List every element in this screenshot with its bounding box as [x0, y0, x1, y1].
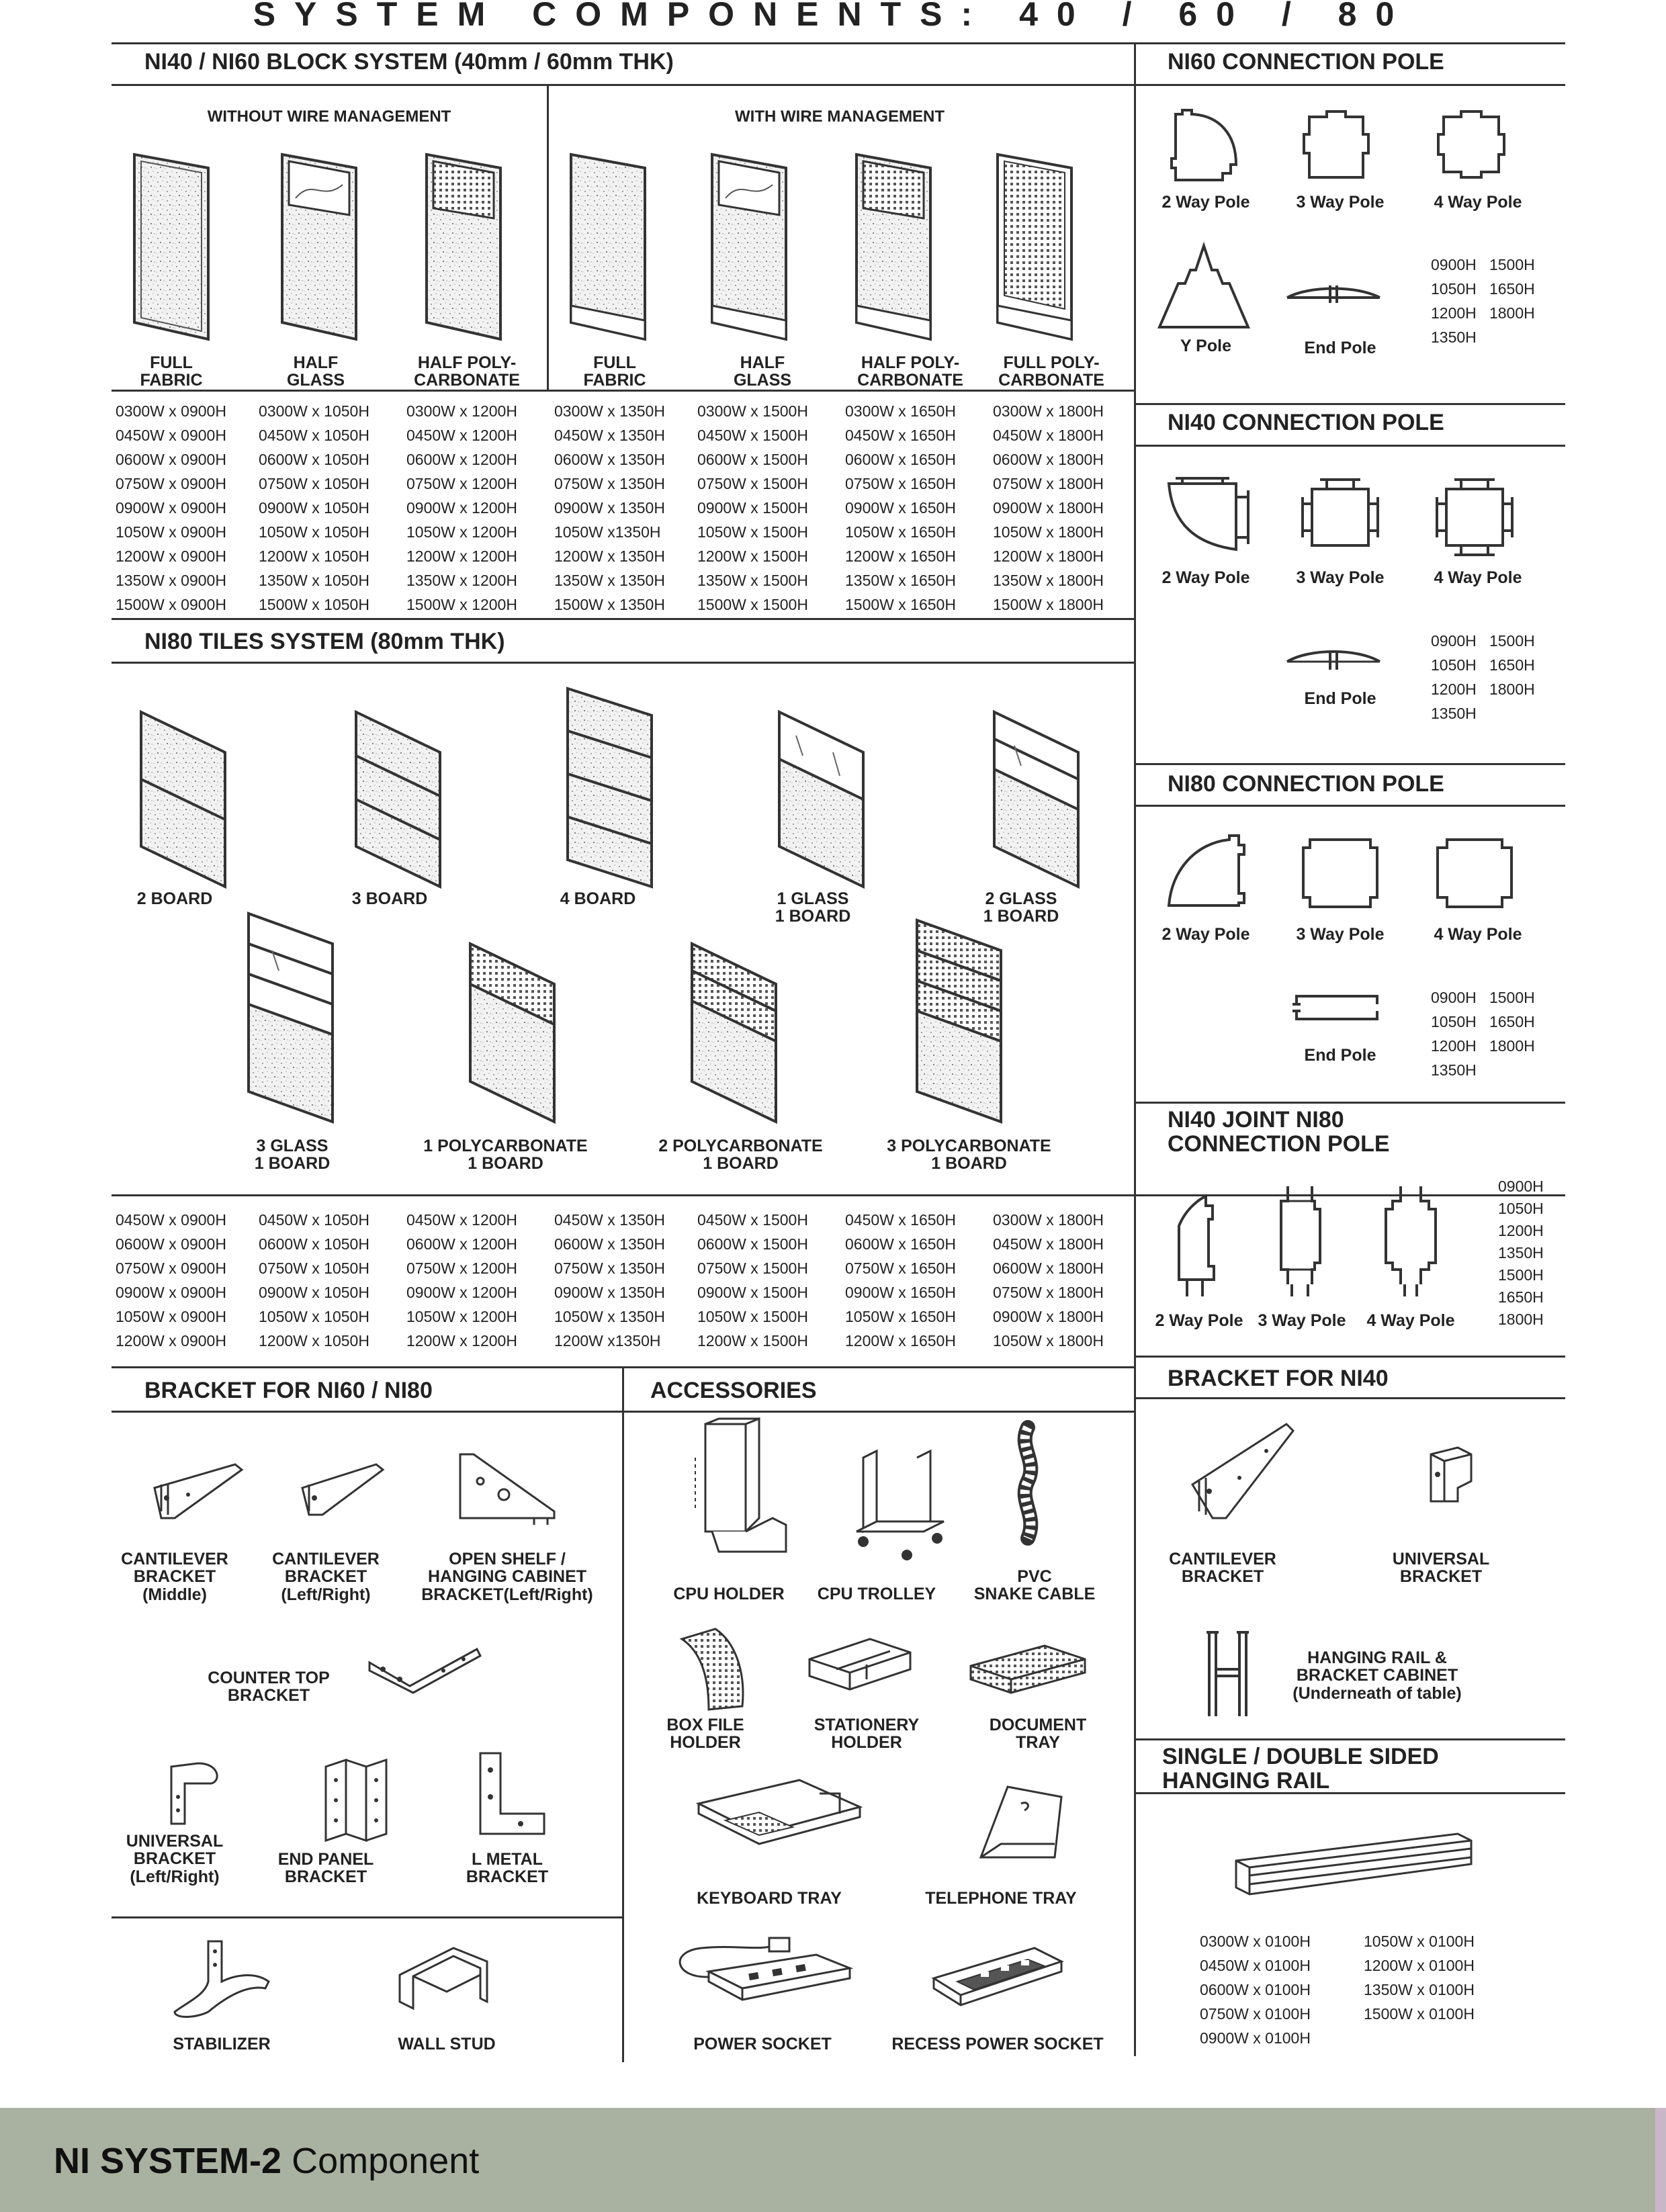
ni60-pole-heading: NI60 CONNECTION POLE [1168, 49, 1444, 75]
divider [1134, 1738, 1565, 1740]
document-tray-icon [964, 1639, 1092, 1696]
pole-label: End Pole [1304, 339, 1376, 357]
two-way-pole-icon [1169, 107, 1243, 188]
divider [1134, 403, 1565, 405]
size-column: 0300W x 1650H 0450W x 1650H 0600W x 1650H 0750W x 1650H 0900W x 1650H 1050W x 1650H 1200W x 1650H 1350W x 1650H 1500W x 1650H [845, 402, 956, 613]
pole-label: 4 Way Pole [1434, 193, 1522, 212]
tiles-system-heading: NI80 TILES SYSTEM (80mm THK) [144, 629, 505, 654]
pole-label: 2 Way Pole [1155, 1311, 1243, 1330]
accessory-label: PVC SNAKE CABLE [973, 1567, 1096, 1604]
block-system-heading: NI40 / NI60 BLOCK SYSTEM (40mm / 60mm THK) [144, 49, 674, 75]
footer-band [0, 2108, 1666, 2212]
accessory-label: TELEPHONE TRAY [925, 1889, 1077, 1908]
divider [1134, 763, 1565, 765]
bracket-label: CANTILEVER BRACKET [1169, 1550, 1276, 1587]
bracket-label: WALL STUD [398, 2035, 496, 2053]
size-column: 0300W x 0900H 0450W x 0900H 0600W x 0900H 0750W x 0900H 0900W x 0900H 1050W x 0900H 1200W x 0900H 1350W x 0900H 1500W x 0900H [116, 402, 226, 613]
tile-3-board-icon [349, 709, 450, 890]
bracket-label: COUNTER TOP BRACKET [208, 1669, 330, 1706]
bracket-label: CANTILEVER BRACKET (Left/Right) [272, 1550, 380, 1604]
size-column: 0450W x 1200H 0600W x 1200H 0750W x 1200H 0900W x 1200H 1050W x 1200H 1200W x 1200H [406, 1211, 517, 1350]
two-way-pole-icon [1162, 833, 1253, 914]
stationery-holder-icon [803, 1632, 917, 1696]
tile-label: 3 GLASS 1 BOARD [254, 1137, 331, 1174]
divider [547, 84, 549, 390]
half-glass-wire-panel-icon [705, 151, 793, 343]
pole-label: End Pole [1304, 1046, 1376, 1065]
two-way-pole-icon [1162, 477, 1253, 558]
four-way-pole-icon [1431, 833, 1518, 914]
joint-pole-heading: NI40 JOINT NI80 CONNECTION POLE [1168, 1107, 1390, 1157]
divider [112, 84, 1565, 86]
ni80-pole-heading: NI80 CONNECTION POLE [1168, 771, 1444, 797]
y-pole-icon [1157, 243, 1251, 330]
hanging-rail-icon [1229, 1827, 1478, 1901]
three-way-pole-icon [1300, 107, 1374, 188]
end-pole-icon [1290, 991, 1384, 1024]
size-column: 0300W x 1800H 0450W x 1800H 0600W x 1800H 0750W x 1800H 0900W x 1800H 1050W x 1800H [993, 1211, 1104, 1350]
rail-size-column: 0300W x 0100H 0450W x 0100H 0600W x 0100H 0750W x 0100H 0900W x 0100H [1200, 1933, 1311, 2047]
box-file-holder-icon [675, 1626, 749, 1713]
footer-brand: NI SYSTEM-2 Component [54, 2141, 480, 2181]
pole-heights: 0900H 1050H 1200H 1350H 1500H 1650H 1800H [1498, 1178, 1544, 1328]
pole-label: 2 Way Pole [1161, 925, 1250, 944]
open-shelf-bracket-icon [453, 1448, 561, 1528]
divider [112, 42, 1565, 44]
size-column: 0450W x 1650H 0600W x 1650H 0750W x 1650H 0900W x 1650H 1050W x 1650H 1200W x 1650H [845, 1211, 956, 1350]
divider [1134, 1102, 1565, 1104]
panel-label: FULL FABRIC [140, 353, 203, 390]
accessory-label: STATIONERY HOLDER [814, 1716, 920, 1753]
size-column: 0300W x 1050H 0450W x 1050H 0600W x 1050H 0750W x 1050H 0900W x 1050H 1050W x 1050H 1200W x 1050H 1350W x 1050H 1500W x 1050H [259, 402, 369, 613]
cantilever-bracket-middle-icon [148, 1451, 249, 1528]
pole-heights: 0900H 1500H 1050H 1650H 1200H 1800H 1350H [1431, 989, 1535, 1079]
size-column: 0450W x 1350H 0600W x 1350H 0750W x 1350H 0900W x 1350H 1050W x 1350H 1200W x1350H [554, 1211, 665, 1350]
panel-label: FULL POLY- CARBONATE [998, 353, 1104, 390]
tile-1-polycarbonate-1-board-icon [464, 940, 564, 1125]
size-column: 0300W x 1500H 0450W x 1500H 0600W x 1500H 0750W x 1500H 0900W x 1500H 1050W x 1500H 1200W x 1500H 1350W x 1500H 1500W x 1500H [697, 402, 808, 613]
tile-label: 3 BOARD [351, 889, 428, 908]
tile-label: 3 POLYCARBONATE 1 BOARD [887, 1137, 1051, 1174]
divider [1134, 42, 1136, 2056]
bracket-label: UNIVERSAL BRACKET (Left/Right) [126, 1832, 224, 1886]
accessory-label: BOX FILE HOLDER [666, 1716, 744, 1753]
divider [112, 390, 1134, 392]
tile-1-glass-1-board-icon [773, 709, 873, 890]
divider [622, 1366, 624, 2062]
bracket-label: STABILIZER [173, 2035, 271, 2053]
pole-heights: 0900H 1500H 1050H 1650H 1200H 1800H 1350H [1431, 632, 1535, 722]
divider [1134, 445, 1565, 447]
without-wire-heading: WITHOUT WIRE MANAGEMENT [207, 107, 451, 126]
accessory-label: DOCUMENT TRAY [989, 1716, 1087, 1753]
full-fabric-wire-panel-icon [564, 151, 652, 343]
two-way-pole-icon [1172, 1192, 1226, 1300]
pole-label: 4 Way Pole [1366, 1311, 1455, 1330]
tile-3-glass-1-board-icon [242, 910, 343, 1125]
tile-2-glass-1-board-icon [988, 709, 1088, 890]
universal-bracket-icon [1417, 1441, 1478, 1508]
four-way-pole-icon [1434, 477, 1515, 558]
pole-label: 3 Way Pole [1296, 925, 1385, 944]
half-polycarbonate-panel-icon [420, 151, 507, 343]
cpu-trolley-icon [850, 1444, 951, 1565]
divider [1134, 805, 1565, 807]
tile-label: 1 GLASS 1 BOARD [775, 889, 851, 926]
three-way-pole-icon [1273, 1182, 1327, 1300]
full-fabric-panel-icon [128, 151, 215, 343]
pole-label: 3 Way Pole [1258, 1311, 1346, 1330]
pole-label: 3 Way Pole [1296, 568, 1385, 587]
rail-size-column: 1050W x 0100H 1200W x 0100H 1350W x 0100H 1500W x 0100H [1364, 1933, 1475, 2023]
bracket-label: END PANEL BRACKET [277, 1850, 374, 1887]
half-polycarbonate-wire-panel-icon [850, 151, 937, 343]
accessory-label: CPU TROLLEY [817, 1585, 936, 1603]
pole-label: End Pole [1304, 689, 1376, 708]
size-column: 0300W x 1200H 0450W x 1200H 0600W x 1200H 0750W x 1200H 0900W x 1200H 1050W x 1200H 1200W x 1200H 1350W x 1200H 1500W x 1200H [406, 402, 517, 613]
divider [112, 1916, 622, 1918]
end-pole-icon [1283, 279, 1384, 306]
bracket-label: UNIVERSAL BRACKET [1392, 1550, 1490, 1587]
accessory-label: CPU HOLDER [673, 1585, 785, 1603]
tile-4-board-icon [561, 685, 662, 890]
footer-accent-strip [1655, 2108, 1666, 2212]
divider [1134, 1397, 1565, 1399]
hanging-rail-bracket-icon [1202, 1629, 1256, 1720]
cantilever-bracket-left-right-icon [296, 1451, 390, 1528]
divider [1134, 1356, 1565, 1358]
pole-label: 4 Way Pole [1434, 568, 1522, 587]
pole-label: Y Pole [1180, 337, 1231, 355]
size-column: 0300W x 1800H 0450W x 1800H 0600W x 1800H 0750W x 1800H 0900W x 1800H 1050W x 1800H 1200W x 1800H 1350W x 1800H 1500W x 1800H [993, 402, 1104, 613]
keyboard-tray-icon [685, 1773, 867, 1861]
bracket-label: L METAL BRACKET [466, 1850, 549, 1887]
pole-label: 3 Way Pole [1296, 193, 1385, 212]
tile-2-board-icon [134, 709, 235, 890]
three-way-pole-icon [1297, 833, 1384, 914]
with-wire-heading: WITH WIRE MANAGEMENT [735, 107, 945, 126]
snake-cable-icon [1004, 1421, 1051, 1548]
accessories-heading: ACCESSORIES [650, 1378, 817, 1403]
tile-3-polycarbonate-1-board-icon [910, 917, 1011, 1125]
panel-label: HALF POLY- CARBONATE [857, 353, 963, 390]
end-panel-bracket-icon [319, 1753, 393, 1847]
full-polycarbonate-wire-panel-icon [991, 151, 1078, 343]
tile-label: 2 GLASS 1 BOARD [983, 889, 1059, 926]
tile-2-polycarbonate-1-board-icon [685, 940, 786, 1125]
accessory-label: KEYBOARD TRAY [697, 1889, 842, 1908]
three-way-pole-icon [1300, 477, 1380, 558]
pole-label: 2 Way Pole [1161, 568, 1250, 587]
half-glass-panel-icon [275, 151, 363, 343]
stabilizer-icon [168, 1935, 275, 2022]
size-column: 0450W x 1050H 0600W x 1050H 0750W x 1050H 0900W x 1050H 1050W x 1050H 1200W x 1050H [259, 1211, 369, 1350]
power-socket-icon [662, 1938, 857, 2012]
panel-label: HALF GLASS [733, 353, 792, 390]
divider [112, 618, 1134, 620]
size-column: 0300W x 1350H 0450W x 1350H 0600W x 1350H 0750W x 1350H 0900W x 1350H 1050W x1350H 1200W x 1350H 1350W x 1350H 1500W x 1350H [554, 402, 665, 613]
panel-label: FULL FABRIC [583, 353, 646, 390]
universal-bracket-icon [158, 1757, 225, 1827]
cantilever-bracket-icon [1186, 1417, 1300, 1525]
tile-label: 2 POLYCARBONATE 1 BOARD [658, 1137, 823, 1174]
bracket-label: HANGING RAIL & BRACKET CABINET (Underneath of table) [1292, 1648, 1462, 1703]
bracket-label: CANTILEVER BRACKET (Middle) [121, 1550, 228, 1604]
pole-label: 4 Way Pole [1434, 925, 1522, 944]
size-column: 0450W x 0900H 0600W x 0900H 0750W x 0900H 0900W x 0900H 1050W x 0900H 1200W x 0900H [116, 1211, 226, 1350]
bracket-ni40-heading: BRACKET FOR NI40 [1168, 1366, 1389, 1391]
panel-label: HALF GLASS [286, 353, 345, 390]
cpu-holder-icon [678, 1417, 793, 1565]
counter-top-bracket-icon [363, 1642, 484, 1696]
bracket-ni60-ni80-heading: BRACKET FOR NI60 / NI80 [144, 1378, 433, 1403]
four-way-pole-icon [1434, 107, 1515, 188]
panel-label: HALF POLY- CARBONATE [414, 353, 520, 390]
end-pole-icon [1283, 642, 1384, 672]
four-way-pole-icon [1380, 1182, 1441, 1300]
divider [112, 662, 1134, 664]
recess-power-socket-icon [927, 1941, 1068, 2008]
pole-label: 2 Way Pole [1161, 193, 1250, 212]
telephone-tray-icon [967, 1780, 1068, 1867]
size-column: 0450W x 1500H 0600W x 1500H 0750W x 1500H 0900W x 1500H 1050W x 1500H 1200W x 1500H [697, 1211, 808, 1350]
accessory-label: RECESS POWER SOCKET [891, 2035, 1104, 2053]
bracket-label: OPEN SHELF / HANGING CABINET BRACKET(Left/Right) [421, 1550, 593, 1604]
wall-stud-icon [393, 1941, 494, 2015]
accessory-label: POWER SOCKET [693, 2035, 832, 2053]
tile-label: 1 POLYCARBONATE 1 BOARD [423, 1137, 588, 1174]
ni40-pole-heading: NI40 CONNECTION POLE [1168, 410, 1444, 435]
divider [112, 1194, 1134, 1196]
tile-label: 4 BOARD [560, 889, 636, 908]
pole-heights: 0900H 1500H 1050H 1650H 1200H 1800H 1350H [1431, 256, 1535, 346]
page-title: SYSTEM COMPONENTS: 40 / 60 / 80 [253, 0, 1413, 33]
tile-label: 2 BOARD [136, 889, 213, 908]
hanging-rail-heading: SINGLE / DOUBLE SIDED HANGING RAIL [1162, 1744, 1439, 1794]
l-metal-bracket-icon [470, 1746, 551, 1847]
